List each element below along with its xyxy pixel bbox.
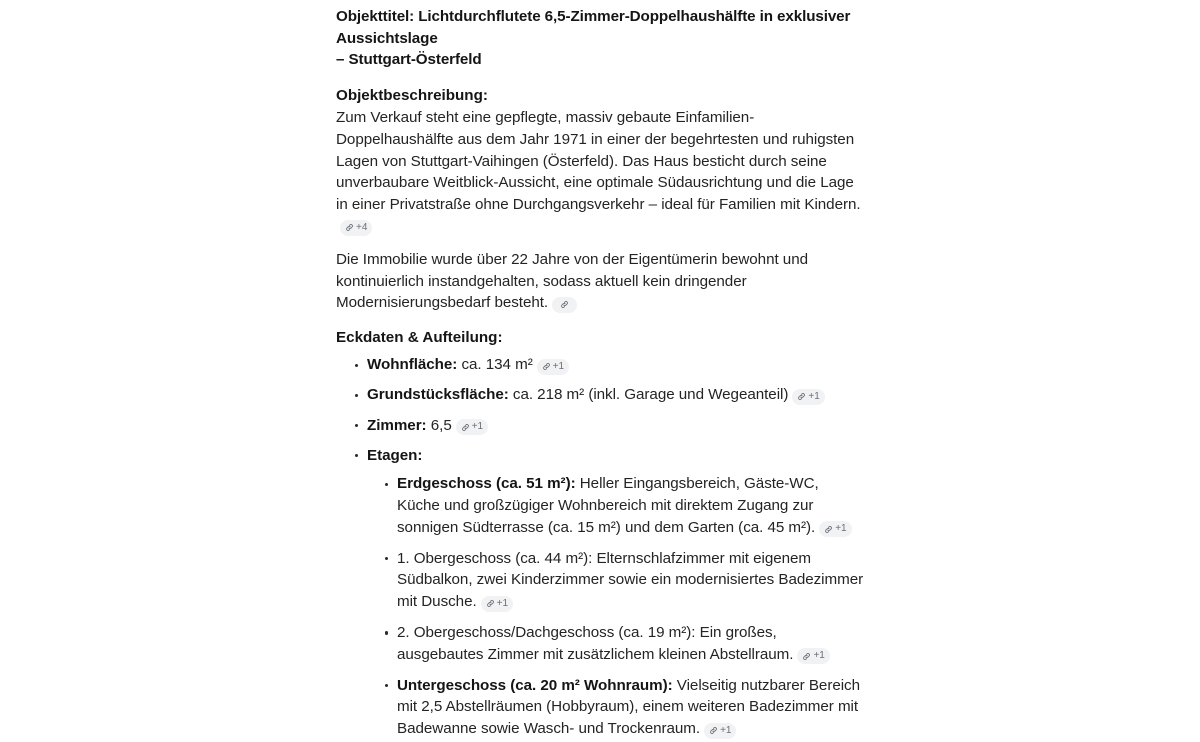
list-item bbox=[367, 622, 864, 666]
description-paragraph-2-text: Die Immobilie wurde über 22 Jahre von der Eigentümerin bewohnt und kontinuierlich instandgehalten, sodass aktuell kein dringender Modernisierungsbedarf besteht. bbox=[336, 250, 808, 312]
citation-chip[interactable] bbox=[537, 359, 569, 375]
citation-chip[interactable] bbox=[552, 297, 577, 313]
floors-list bbox=[367, 473, 864, 740]
fact-value: ca. 134 m² bbox=[457, 356, 533, 374]
floor-text: Ein großes, ausgebautes Zimmer mit zusätzlichem kleinen Abstellraum. bbox=[397, 623, 794, 663]
citation-count: +1 bbox=[471, 421, 484, 432]
page-title-line-2: – Stuttgart-Österfeld bbox=[336, 51, 482, 69]
facts-list bbox=[336, 354, 864, 740]
link-icon bbox=[486, 599, 495, 608]
description-paragraph-1 bbox=[336, 107, 864, 237]
list-item bbox=[336, 384, 864, 406]
citation-chip[interactable] bbox=[819, 521, 851, 537]
citation-count: +1 bbox=[835, 523, 847, 535]
citation-count: +1 bbox=[552, 360, 565, 372]
link-icon bbox=[560, 300, 569, 309]
citation-count: +1 bbox=[496, 597, 509, 609]
list-item bbox=[336, 445, 864, 740]
description-heading: Objektbeschreibung: bbox=[336, 86, 488, 104]
citation-chip[interactable] bbox=[792, 389, 824, 405]
citation-chip[interactable] bbox=[797, 648, 829, 664]
description-paragraph-2 bbox=[336, 249, 864, 314]
floor-label: Untergeschoss (ca. 20 m² Wohnraum): bbox=[397, 676, 673, 694]
fact-label: Wohnfläche: bbox=[367, 356, 458, 374]
fact-label: Grundstücksfläche: bbox=[367, 386, 509, 404]
list-item bbox=[336, 354, 864, 376]
citation-count: +1 bbox=[720, 724, 732, 736]
link-icon bbox=[709, 726, 718, 735]
citation-chip[interactable] bbox=[704, 723, 736, 739]
list-item bbox=[367, 548, 864, 613]
floor-label: Erdgeschoss (ca. 51 m²): bbox=[397, 475, 576, 493]
citation-count: +1 bbox=[813, 650, 825, 662]
citation-chip[interactable] bbox=[456, 419, 488, 435]
fact-value: 6,5 bbox=[426, 416, 452, 434]
floor-text: Vielseitig nutzbarer Bereich mit 2,5 Abstellräumen (Hobbyraum), einem weiteren Badezimmer mit Badewanne sowie Wasch- und Trockenraum. bbox=[397, 676, 860, 738]
fact-value: ca. 218 m² (inkl. Garage und Wegeanteil) bbox=[508, 386, 789, 404]
page-title-line-1: Objekttitel: Lichtdurchflutete 6,5-Zimmer-Doppelhaushälfte in exklusiver Aussichtslage bbox=[336, 8, 851, 47]
description-paragraph-1-text: Zum Verkauf steht eine gepflegte, massiv gebaute Einfamilien-Doppelhaushälfte aus dem Jahr 1971 in einer der begehrtesten und ruhigsten Lagen von Stuttgart-Vaihingen (Österfeld). Das Haus besticht durch seine unverbaubare Weitblick-Aussicht, eine optimale Südausrichtung und die Lage in einer Privatstraße ohne Durchgangsverkehr – ideal für Familien mit Kindern. bbox=[336, 109, 861, 213]
citation-count: +4 bbox=[356, 221, 368, 233]
floor-label: 1. Obergeschoss (ca. 44 m²): bbox=[397, 549, 593, 567]
floor-label: 2. Obergeschoss/Dachgeschoss (ca. 19 m²): bbox=[397, 623, 696, 641]
link-icon bbox=[824, 525, 833, 534]
link-icon bbox=[797, 392, 806, 401]
facts-heading: Eckdaten & Aufteilung: bbox=[336, 328, 503, 346]
page-title bbox=[336, 6, 864, 71]
list-item bbox=[336, 415, 864, 437]
link-icon bbox=[345, 223, 354, 232]
citation-count: +1 bbox=[808, 390, 820, 402]
fact-label: Etagen: bbox=[367, 446, 423, 464]
fact-label: Zimmer: bbox=[367, 416, 427, 434]
link-icon bbox=[542, 362, 551, 371]
list-item bbox=[367, 473, 864, 538]
link-icon bbox=[461, 423, 470, 432]
document-body bbox=[336, 6, 864, 742]
citation-chip[interactable] bbox=[340, 220, 372, 236]
citation-chip[interactable] bbox=[481, 596, 513, 612]
floor-text: Heller Eingangsbereich, Gäste-WC, Küche und großzügiger Wohnbereich mit direktem Zugang zur sonnigen Südterrasse (ca. 15 m²) und dem Garten (ca. 45 m²). bbox=[397, 475, 819, 536]
floor-text: Elternschlafzimmer mit eigenem Südbalkon, zwei Kinderzimmer sowie ein modernisiertes Badezimmer mit Dusche. bbox=[397, 549, 864, 611]
link-icon bbox=[802, 652, 811, 661]
list-item bbox=[367, 675, 864, 740]
